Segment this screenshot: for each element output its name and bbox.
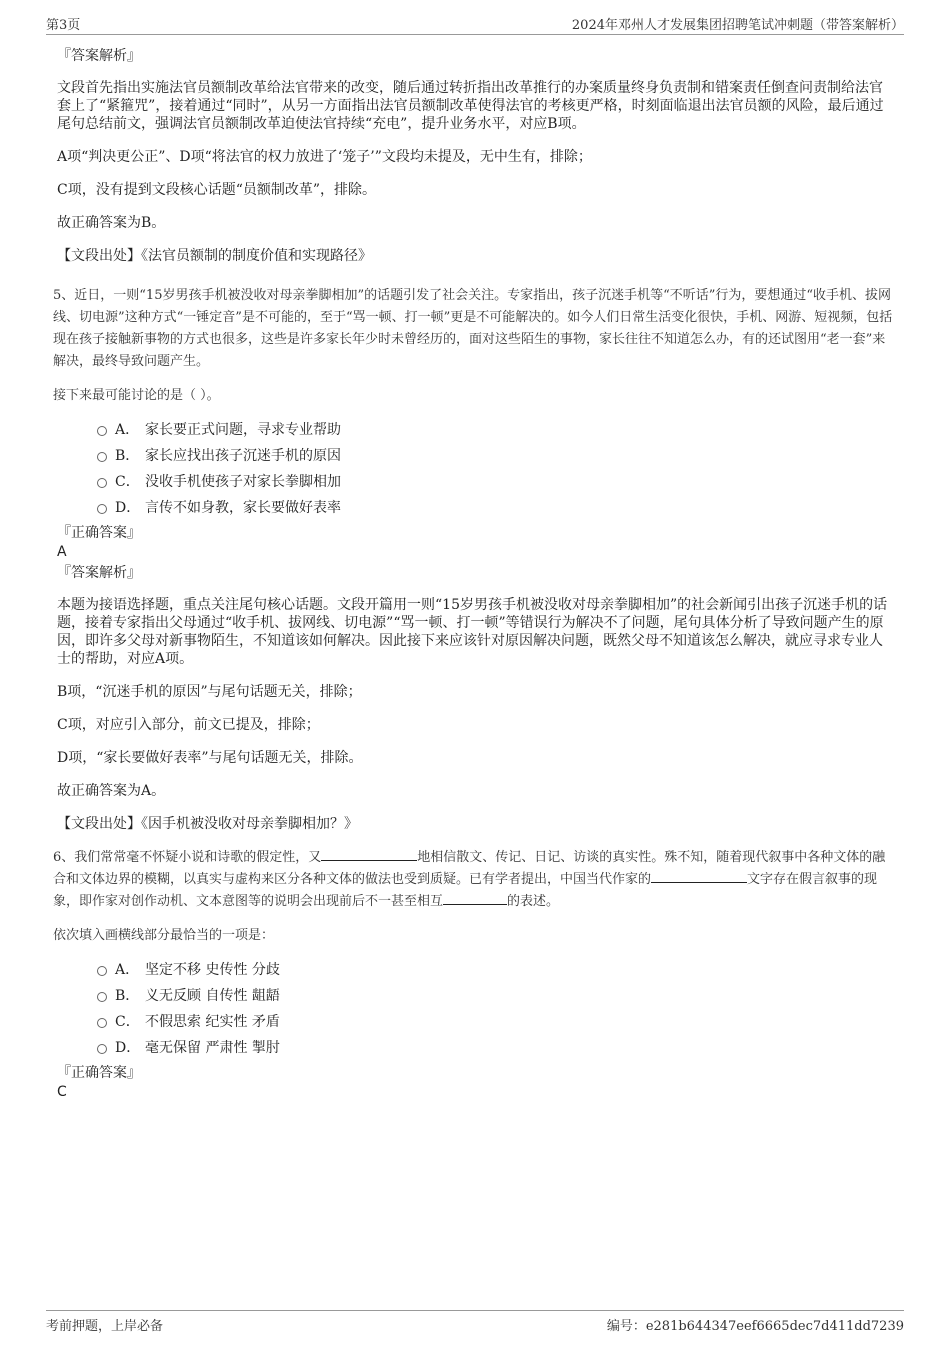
q6-option-a[interactable]: A． 坚定不移 史传性 分歧 [57, 957, 895, 983]
q5-analysis-paragraph: 本题为接语选择题，重点关注尾句核心话题。文段开篇用一则“15岁男孩手机被没收对母亲拳脚相加”的社会新闻引出孩子沉迷手机的话题，接着专家指出父母通过“收手机、拔网线、切电源”“骂一顿、打一顿”等错误行为解决不了问题，尾句具体分析了导致问题产生的原因，即许多父母对新事物陌生，不知道该如何解决。因此接下来应该针对原因解决问题，既然父母不知道该怎么解决，就应寻求专业人士的帮助，对应A项。 [57, 597, 888, 667]
radio-button-icon[interactable] [97, 1018, 107, 1028]
q6-option-b[interactable]: B． 义无反顾 自传性 龃龉 [57, 983, 895, 1009]
q5-options [57, 417, 895, 521]
radio-button-icon[interactable] [97, 478, 107, 488]
q6-options [57, 957, 895, 1061]
page-number: 第3页 [46, 18, 81, 33]
fill-blank[interactable] [443, 892, 507, 905]
page-footer [46, 1310, 904, 1335]
q5-question: 接下来最可能讨论的是（ ）。 [53, 388, 220, 403]
page-content [53, 46, 895, 1101]
q4-source: 【文段出处】《法官员额制的制度价值和实现路径》 [57, 248, 372, 264]
q5-analysis-paragraph: B项，“沉迷手机的原因”与尾句话题无关，排除； [57, 684, 362, 700]
q6-answer: C [57, 1084, 67, 1100]
q5-option-b[interactable]: B． 家长应找出孩子沉迷手机的原因 [57, 443, 895, 469]
q6-question: 依次填入画横线部分最恰当的一项是： [53, 928, 275, 943]
q4-analysis-paragraph: C项，没有提到文段核心话题“员额制改革”，排除。 [57, 182, 377, 198]
radio-button-icon[interactable] [97, 1044, 107, 1054]
q5-stem: 5、近日，一则“15岁男孩手机被没收对母亲拳脚相加”的话题引发了社会关注。专家指出，孩子沉迷手机等“不听话”行为，要想通过“收手机、拔网线、切电源”这种方式“一锤定音”是不可能的，至于“骂一顿、打一顿”更是不可能解决的。如今人们日常生活变化很快，手机、网游、短视频，包括现在孩子接触新事物的方式也很多，这些是许多家长年少时未曾经历的，面对这些陌生的事物，家长往往不知道怎么办，有的还试图用“老一套”来解决，最终导致问题产生。 [53, 288, 893, 369]
q5-answer-label: 『正确答案』 [57, 525, 141, 541]
q5-analysis-paragraph: C项，对应引入部分，前文已提及，排除； [57, 717, 320, 733]
q5-option-c[interactable]: C． 没收手机使孩子对家长拳脚相加 [57, 469, 895, 495]
q6-stem: 6、我们常常毫不怀疑小说和诗歌的假定性，又 地相信散文、传记、日记、访谈的真实性。殊不知，随着现代叙事中各种文体的融合和文体边界的模糊，以真实与虚构来区分各种文体的做法也受到质疑。已有学者提出，中国当代作家的 文字存在假言叙事的现象，即作家对创作动机、文本意图等的说明会出现前后不一甚至相互 的表述。 [53, 850, 886, 909]
q5-answer: A [57, 544, 67, 560]
q6-answer-label: 『正确答案』 [57, 1065, 141, 1081]
q4-analysis-paragraph: 文段首先指出实施法官员额制改革给法官带来的改变，随后通过转折指出改革推行的办案质量终身负责制和错案责任倒查问责制给法官套上了“紧箍咒”，接着通过“同时”，从另一方面指出法官员额制改革使得法官的考核更严格，时刻面临退出法官员额的风险，最后通过尾句总结前文，强调法官员额制改革迫使法官持续“充电”，提升业务水平，对应B项。 [57, 80, 884, 132]
q4-analysis-paragraph: A项“判决更公正”、D项“将法官的权力放进了‘笼子’”文段均未提及，无中生有，排除； [57, 149, 592, 165]
q4-analysis-paragraph: 故正确答案为B。 [57, 215, 166, 231]
q5-analysis-paragraph: D项，“家长要做好表率”与尾句话题无关，排除。 [57, 750, 363, 766]
fill-blank[interactable] [321, 848, 417, 861]
q5-source: 【文段出处】《因手机被没收对母亲拳脚相加？》 [57, 816, 358, 832]
page-header [46, 12, 904, 35]
q5-analysis-label: 『答案解析』 [57, 565, 141, 581]
q4-analysis-label: 『答案解析』 [57, 48, 141, 64]
radio-button-icon[interactable] [97, 452, 107, 462]
radio-button-icon[interactable] [97, 966, 107, 976]
radio-button-icon[interactable] [97, 504, 107, 514]
radio-button-icon[interactable] [97, 992, 107, 1002]
fill-blank[interactable] [651, 870, 747, 883]
document-title: 2024年邓州人才发展集团招聘笔试冲刺题（带答案解析） [571, 18, 904, 33]
q5-option-d[interactable]: D． 言传不如身教，家长要做好表率 [57, 495, 895, 521]
footer-slogan: 考前押题，上岸必备 [46, 1319, 164, 1334]
document-code: 编号：e281b644347eef6665dec7d411dd7239 [606, 1319, 904, 1334]
q5-analysis-paragraph: 故正确答案为A。 [57, 783, 166, 799]
q5-option-a[interactable]: A． 家长要正式问题，寻求专业帮助 [57, 417, 895, 443]
q6-option-c[interactable]: C． 不假思索 纪实性 矛盾 [57, 1009, 895, 1035]
q6-option-d[interactable]: D． 毫无保留 严肃性 掣肘 [57, 1035, 895, 1061]
radio-button-icon[interactable] [97, 426, 107, 436]
